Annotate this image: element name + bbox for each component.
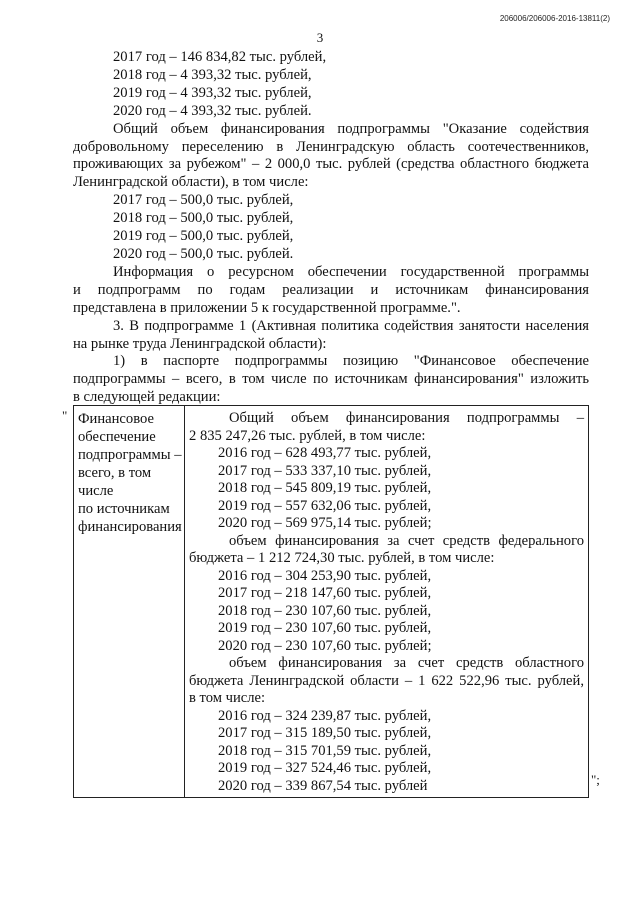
years-list-a (73, 49, 589, 121)
label-line: обеспечение (78, 429, 156, 445)
content-text (185, 406, 588, 795)
regional-line: объем финансирования за счет средств областного (229, 655, 584, 671)
label-line: подпрограммы – (78, 447, 182, 463)
paragraph-total-volume (73, 121, 589, 193)
paragraph-line: Информация о ресурсном обеспечении государственной программы (113, 263, 589, 280)
total-year-line: 2020 год – 569 975,14 тыс. рублей; (218, 515, 432, 531)
paragraph-item-3 (73, 318, 589, 354)
label-line: числе (78, 483, 114, 499)
paragraph-info (73, 264, 589, 318)
federal-line: бюджета – 1 212 724,30 тыс. рублей, в том числе: (189, 550, 495, 566)
paragraph-line: добровольному переселению в Ленинградскую область соотечественников, (73, 138, 589, 155)
federal-line: объем финансирования за счет средств федерального (229, 532, 584, 549)
paragraph-subitem-1 (73, 353, 589, 407)
total-year-line: 2018 год – 545 809,19 тыс. рублей, (218, 480, 432, 496)
table-open-quote: " (62, 408, 68, 423)
year-line: 2020 год – 4 393,32 тыс. рублей. (113, 102, 312, 119)
page-number: 3 (316, 30, 324, 45)
regional-year-line: 2017 год – 315 189,50 тыс. рублей, (218, 725, 432, 741)
paragraph-line: Ленинградской области), в том числе: (73, 174, 309, 191)
total-line: Общий объем финансирования подпрограммы – (229, 410, 584, 426)
federal-year-line: 2019 год – 230 107,60 тыс. рублей, (218, 620, 432, 636)
label-text (74, 406, 184, 536)
federal-year-line: 2018 год – 230 107,60 тыс. рублей, (218, 602, 432, 619)
year-line: 2019 год – 4 393,32 тыс. рублей, (113, 84, 312, 101)
label-line: всего, в том (78, 465, 152, 481)
year-line: 2020 год – 500,0 тыс. рублей. (113, 245, 294, 262)
year-line: 2017 год – 146 834,82 тыс. рублей, (113, 49, 327, 65)
label-line: Финансовое (78, 411, 154, 427)
paragraph-line: в следующей редакции: (73, 389, 221, 406)
document-id: 206006/206006-2016-13811(2) (499, 14, 610, 23)
regional-line: в том числе: (189, 690, 266, 706)
label-line: по источникам (78, 501, 170, 517)
paragraph-line: подпрограммы – всего, в том числе по источникам финансирования" изложить (73, 371, 589, 388)
year-line: 2018 год – 4 393,32 тыс. рублей, (113, 66, 312, 83)
table-content-cell (185, 406, 589, 798)
regional-line: бюджета Ленинградской области – 1 622 522,96 тыс. рублей, (189, 672, 584, 689)
regional-year-line: 2018 год – 315 701,59 тыс. рублей, (218, 742, 432, 759)
paragraph-line: представлена в приложении 5 к государственной программе.". (73, 299, 461, 316)
paragraph-line: и подпрограмм по годам реализации и источникам финансирования (73, 281, 589, 298)
paragraph-line: проживающих за рубежом" – 2 000,0 тыс. рублей (средства областного бюджета (73, 156, 589, 173)
federal-year-line: 2020 год – 230 107,60 тыс. рублей; (218, 637, 432, 654)
total-year-line: 2019 год – 557 632,06 тыс. рублей, (218, 497, 432, 514)
body-text (73, 49, 589, 407)
regional-year-line: 2019 год – 327 524,46 тыс. рублей, (218, 760, 432, 776)
total-year-line: 2016 год – 628 493,77 тыс. рублей, (218, 445, 432, 461)
year-line: 2019 год – 500,0 тыс. рублей, (113, 228, 294, 245)
total-year-line: 2017 год – 533 337,10 тыс. рублей, (218, 462, 432, 479)
regional-year-line: 2016 год – 324 239,87 тыс. рублей, (218, 707, 432, 724)
year-line: 2017 год – 500,0 тыс. рублей, (113, 192, 294, 209)
label-line: финансирования (78, 519, 182, 535)
years-list-b (73, 192, 589, 264)
paragraph-line: Общий объем финансирования подпрограммы "Оказание содействия (113, 120, 589, 137)
table-close-quote: "; (591, 772, 600, 787)
financing-table-wrap (73, 405, 589, 798)
total-line: 2 835 247,26 тыс. рублей, в том числе: (189, 427, 426, 444)
regional-year-line: 2020 год – 339 867,54 тыс. рублей (218, 777, 428, 794)
federal-year-line: 2016 год – 304 253,90 тыс. рублей, (218, 567, 432, 584)
paragraph-line: 3. В подпрограмме 1 (Активная политика содействия занятости населения (113, 317, 589, 334)
financing-table (73, 405, 589, 798)
paragraph-line: на рынке труда Ленинградской области): (73, 335, 327, 352)
federal-year-line: 2017 год – 218 147,60 тыс. рублей, (218, 585, 432, 601)
table-label-cell (74, 406, 185, 798)
year-line: 2018 год – 500,0 тыс. рублей, (113, 210, 294, 227)
table-row (74, 406, 589, 798)
paragraph-line: 1) в паспорте подпрограммы позицию "Финансовое обеспечение (113, 353, 589, 370)
